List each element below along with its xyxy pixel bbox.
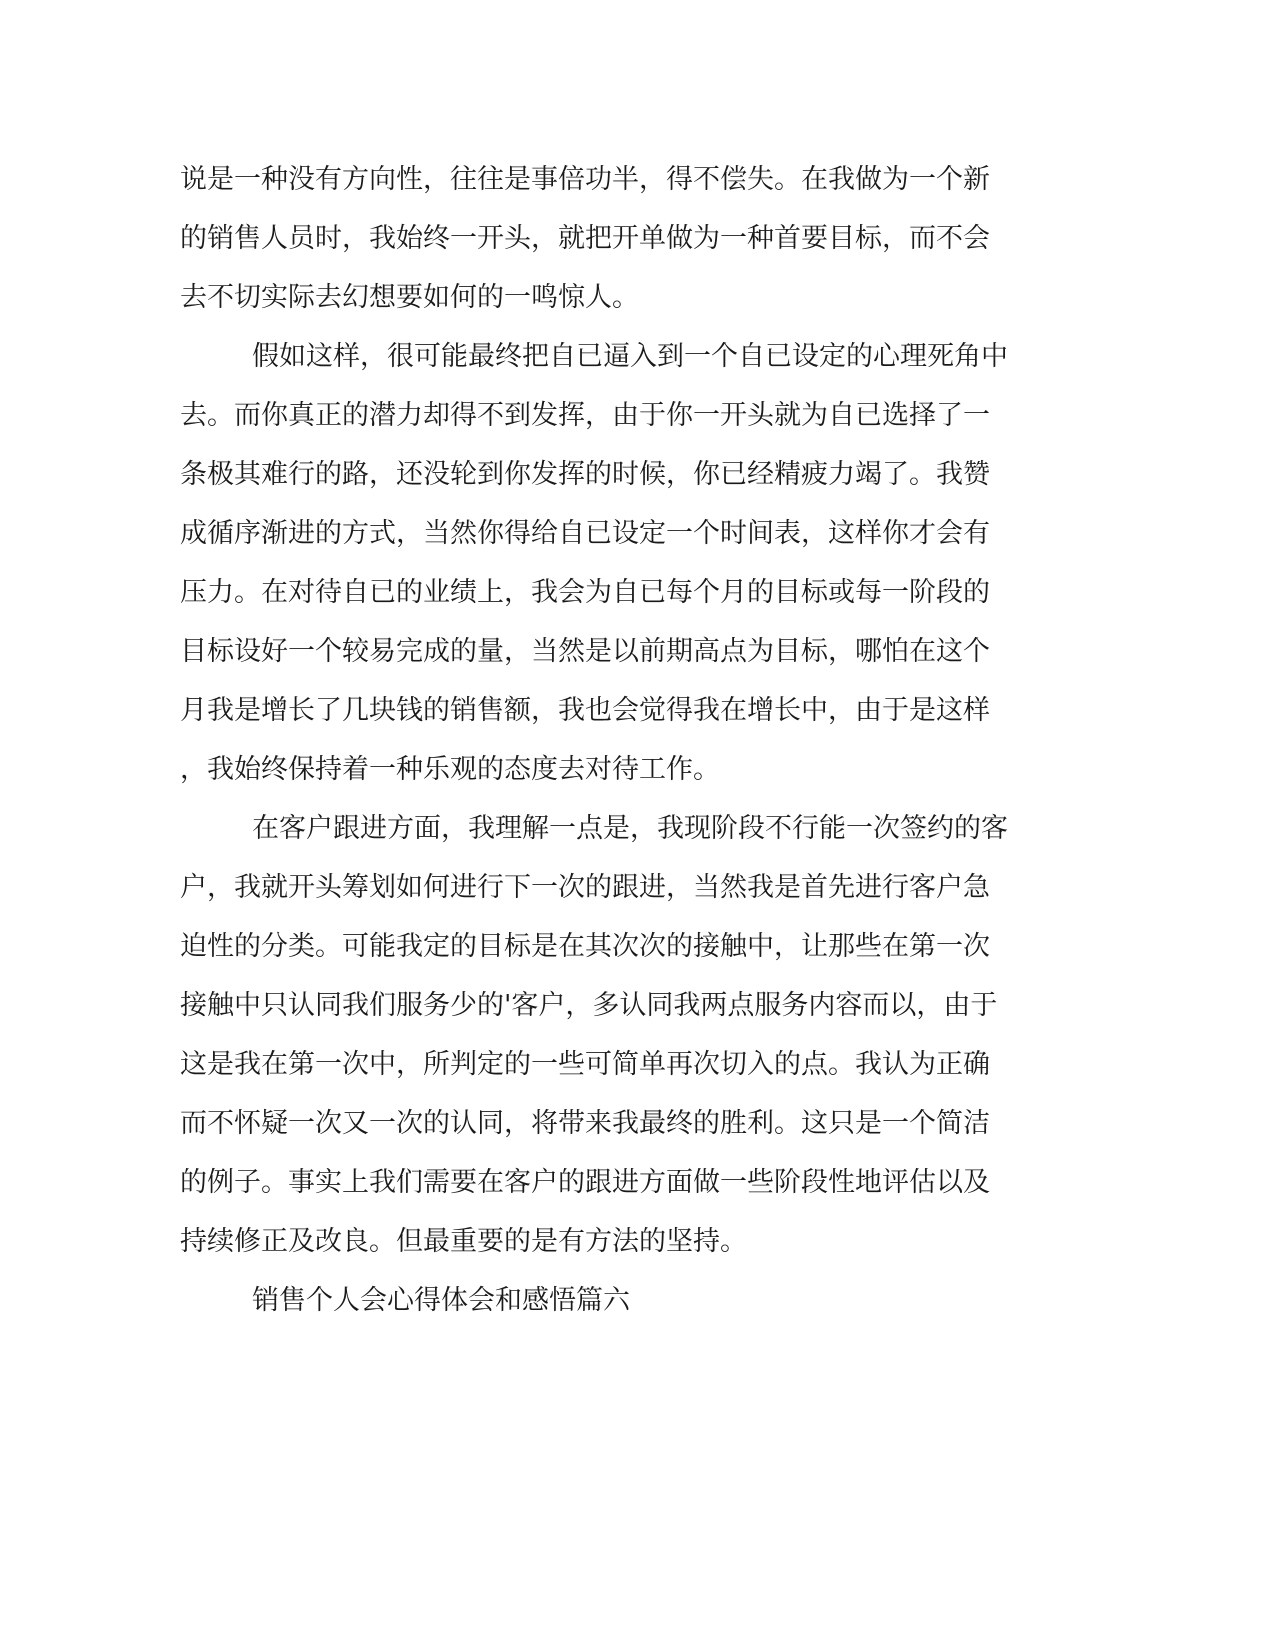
- paragraph-2-line-6: 目标设好一个较易完成的量，当然是以前期高点为目标，哪怕在这个: [180, 636, 990, 667]
- paragraph-3-line-8: 持续修正及改良。但最重要的是有方法的坚持。: [180, 1226, 747, 1257]
- paragraph-1-line-1: 说是一种没有方向性，往往是事倍功半，得不偿失。在我做为一个新: [180, 164, 990, 195]
- paragraph-3-line-6: 而不怀疑一次又一次的认同，将带来我最终的胜利。这只是一个简洁: [180, 1108, 990, 1139]
- paragraph-3-line-7: 的例子。事实上我们需要在客户的跟进方面做一些阶段性地评估以及: [180, 1167, 990, 1198]
- paragraph-3-line-4: 接触中只认同我们服务少的'客户，多认同我两点服务内容而以，由于: [180, 990, 998, 1021]
- paragraph-3-line-3: 迫性的分类。可能我定的目标是在其次次的接触中，让那些在第一次: [180, 931, 990, 962]
- paragraph-3-line-5: 这是我在第一次中，所判定的一些可简单再次切入的点。我认为正确: [180, 1049, 990, 1080]
- paragraph-2-line-4: 成循序渐进的方式，当然你得给自已设定一个时间表，这样你才会有: [180, 518, 990, 549]
- paragraph-1-line-3: 去不切实际去幻想要如何的一鸣惊人。: [180, 282, 639, 313]
- paragraph-2-line-8: ，我始终保持着一种乐观的态度去对待工作。: [180, 754, 720, 785]
- paragraph-2-line-5: 压力。在对待自已的业绩上，我会为自已每个月的目标或每一阶段的: [180, 577, 990, 608]
- paragraph-2-line-2: 去。而你真正的潜力却得不到发挥，由于你一开头就为自已选择了一: [180, 400, 990, 431]
- section-heading: 销售个人会心得体会和感悟篇六: [252, 1285, 630, 1316]
- paragraph-1-line-2: 的销售人员时，我始终一开头，就把开单做为一种首要目标，而不会: [180, 223, 990, 254]
- paragraph-2-line-3: 条极其难行的路，还没轮到你发挥的时候，你已经精疲力竭了。我赞: [180, 459, 990, 490]
- paragraph-2-line-1: 假如这样，很可能最终把自已逼入到一个自已设定的心理死角中: [252, 341, 1008, 372]
- paragraph-3-line-2: 户，我就开头筹划如何进行下一次的跟进，当然我是首先进行客户急: [180, 872, 990, 903]
- paragraph-2-line-7: 月我是增长了几块钱的销售额，我也会觉得我在增长中，由于是这样: [180, 695, 990, 726]
- paragraph-3-line-1: 在客户跟进方面，我理解一点是，我现阶段不行能一次签约的客: [252, 813, 1008, 844]
